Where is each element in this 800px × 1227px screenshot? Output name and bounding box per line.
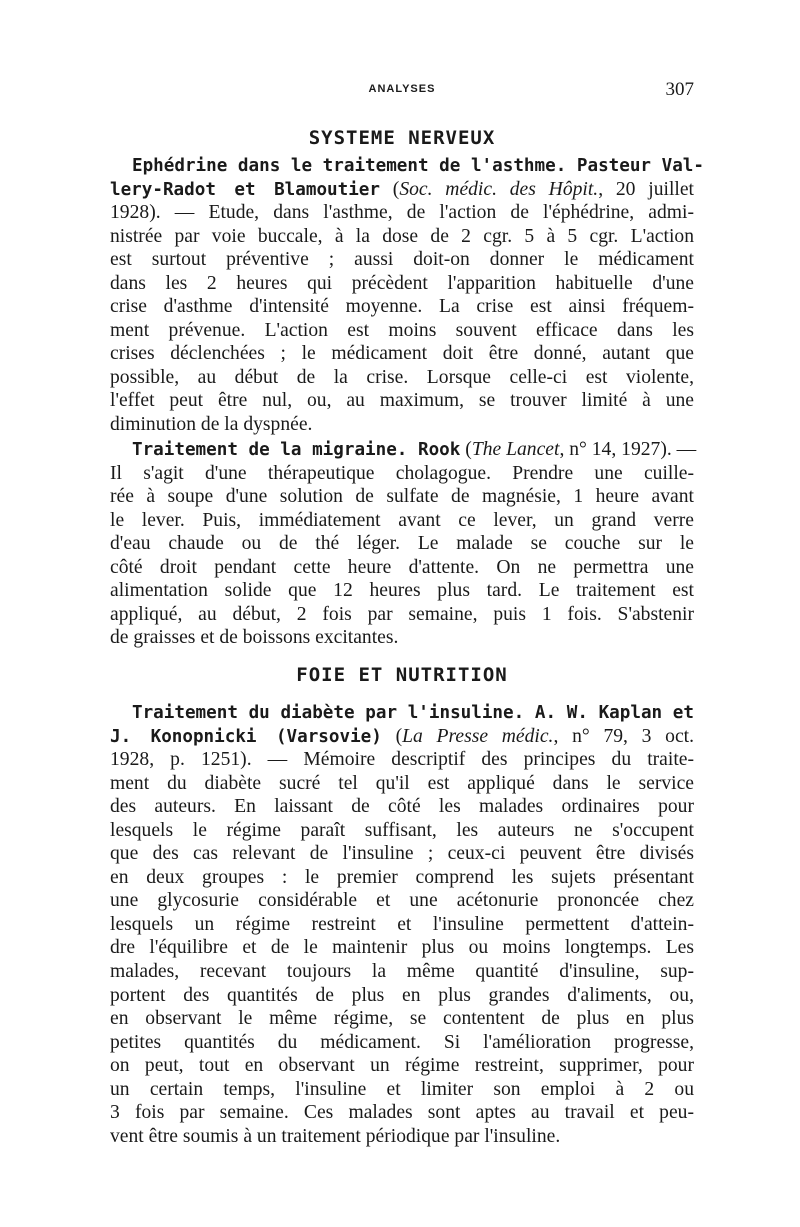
body-line: Il s'agit d'une thérapeutique cholagogue. Prendre une cuille- xyxy=(110,462,694,484)
section-title-systeme-nerveux: SYSTEME NERVEUX xyxy=(308,127,496,149)
body-line: en deux groupes : le premier comprend les sujets présentant xyxy=(110,866,694,888)
article-heading-line xyxy=(110,438,697,462)
body-line: possible, au début de la crise. Lorsque celle-ci est violente, xyxy=(110,366,694,388)
body-line: le lever. Puis, immédiatement avant ce lever, un grand verre xyxy=(110,509,694,531)
article-ephedrine xyxy=(110,154,704,437)
article-authors: Rook xyxy=(407,440,461,460)
article-heading-line xyxy=(110,701,694,725)
article-citation-line xyxy=(110,725,694,749)
body-line: lesquels le régime paraît suffisant, les auteurs ne s'occupent xyxy=(110,819,694,841)
body-line: portent des quantités de plus en plus grandes d'aliments, ou, xyxy=(110,984,694,1006)
body-line: malades, recevant toujours la même quantité d'insuline, sup- xyxy=(110,961,694,983)
body-line: que des cas relevant de l'insuline ; ceux-ci peuvent être divisés xyxy=(110,843,694,865)
body-line: l'effet peut être nul, ou, au maximum, se trouver limité à une xyxy=(110,390,694,412)
body-line: diminution de la dyspnée. xyxy=(110,414,313,436)
running-head-title: ANALYSES xyxy=(368,83,436,95)
body-line: est surtout préventive ; aussi doit-on donner le médicament xyxy=(110,249,694,271)
citation-date: , n° 14, 1927). — xyxy=(559,439,697,460)
body-line: 1928, p. 1251). — Mémoire descriptif des principes du traite- xyxy=(110,749,694,771)
journal-name: La Presse médic. xyxy=(402,725,554,747)
article-title: Ephédrine dans le traitement de l'asthme. Pasteur Val- xyxy=(132,156,704,176)
body-line: petites quantités du médicament. Si l'amélioration progresse, xyxy=(110,1031,694,1053)
citation-date: , n° 79, 3 oct. xyxy=(553,725,695,747)
body-line: crise d'asthme d'intensité moyenne. La crise est ainsi fréquem- xyxy=(110,296,694,318)
article-diabete xyxy=(110,701,694,1148)
body-line: alimentation solide que 12 heures plus tard. Le traitement est xyxy=(110,580,694,602)
body-line: un certain temps, l'insuline et limiter son emploi à 2 ou xyxy=(110,1078,694,1100)
citation-paren: ( xyxy=(381,725,403,747)
article-heading-line xyxy=(110,154,704,178)
section-title-foie-nutrition: FOIE ET NUTRITION xyxy=(296,664,508,686)
body-line: appliqué, au début, 2 fois par semaine, puis 1 fois. S'abstenir xyxy=(110,603,694,625)
body-line: lesquels un régime restreint et l'insuline permettent d'attein- xyxy=(110,913,694,935)
page-number: 307 xyxy=(665,79,694,100)
body-line: ment du diabète sucré tel qu'il est appliqué dans le service xyxy=(110,772,694,794)
body-line: vent être soumis à un traitement périodique par l'insuline. xyxy=(110,1125,561,1147)
citation-paren: ( xyxy=(380,178,400,200)
journal-name: The Lancet xyxy=(471,439,560,460)
body-line: crises déclenchées ; le médicament doit être donné, autant que xyxy=(110,343,694,365)
article-authors: lery-Radot et Blamoutier xyxy=(110,179,380,200)
citation-paren: ( xyxy=(460,439,472,460)
body-line: on peut, tout en observant un régime restreint, supprimer, pour xyxy=(110,1055,694,1077)
body-line: nistrée par voie buccale, à la dose de 2 cgr. 5 à 5 cgr. L'action xyxy=(110,225,694,247)
body-line: de graisses et de boissons excitantes. xyxy=(110,627,399,649)
body-line: rée à soupe d'une solution de sulfate de magnésie, 1 heure avant xyxy=(110,486,694,508)
article-migraine xyxy=(110,438,697,650)
body-line: ment prévenue. L'action est moins souvent efficace dans les xyxy=(110,319,694,341)
running-head xyxy=(110,79,694,99)
body-line: dre l'équilibre et de le maintenir plus ou moins longtemps. Les xyxy=(110,937,694,959)
body-line: 3 fois par semaine. Ces malades sont aptes au travail et peu- xyxy=(110,1102,694,1124)
body-line: côté droit pendant cette heure d'attente. On ne permettra une xyxy=(110,556,694,578)
citation-date: , 20 juillet xyxy=(598,178,694,200)
body-line: dans les 2 heures qui précèdent l'apparition habituelle d'une xyxy=(110,272,694,294)
body-line: en observant le même régime, se contentent de plus en plus xyxy=(110,1008,694,1030)
body-line: une glycosurie considérable et une acétonurie prononcée chez xyxy=(110,890,694,912)
article-authors: J. Konopnicki (Varsovie) xyxy=(110,726,382,747)
body-line: d'eau chaude ou de thé léger. Le malade se couche sur le xyxy=(110,533,694,555)
body-line: 1928). — Etude, dans l'asthme, de l'action de l'éphédrine, admi- xyxy=(110,202,694,224)
article-title: Traitement du diabète par l'insuline. A. W. Kaplan et xyxy=(132,703,694,723)
article-citation-line xyxy=(110,178,694,202)
body-line: des auteurs. En laissant de côté les malades ordinaires pour xyxy=(110,796,694,818)
article-title: Traitement de la migraine. xyxy=(132,440,408,460)
journal-name: Soc. médic. des Hôpit. xyxy=(399,178,599,200)
